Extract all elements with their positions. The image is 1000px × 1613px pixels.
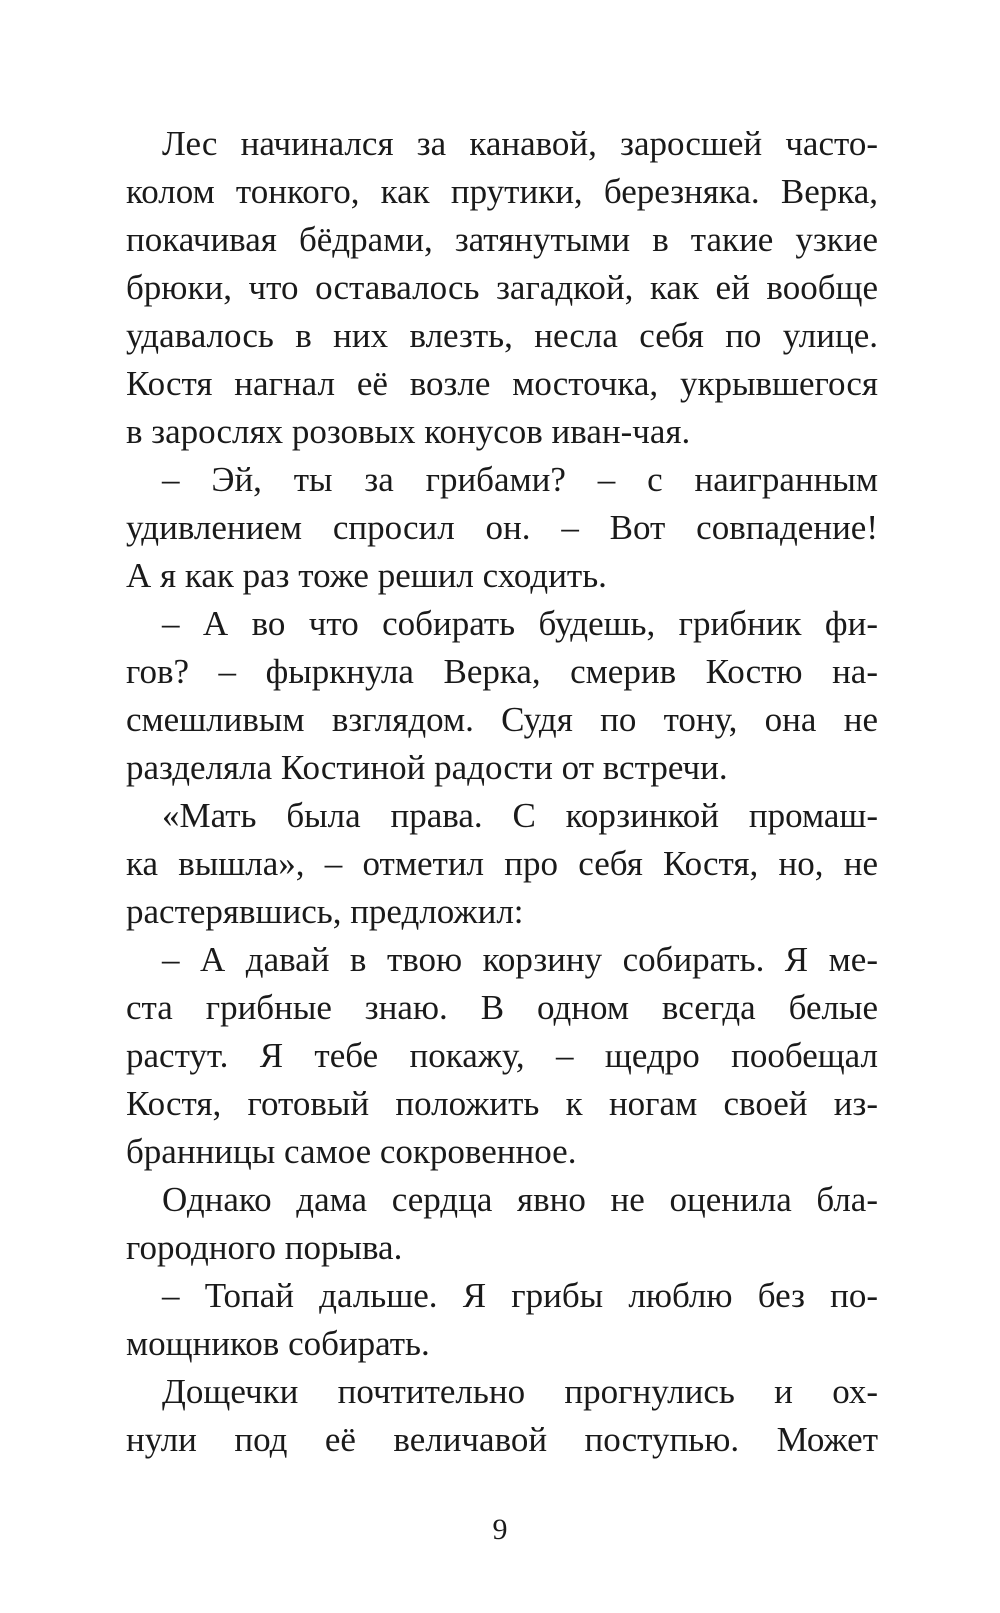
- text-line: нули под её величавой поступью. Может: [126, 1420, 878, 1459]
- text-line: Костя нагнал её возле мосточка, укрывшегося: [126, 364, 878, 403]
- text-line: ста грибные знаю. В одном всегда белые: [126, 988, 878, 1027]
- text-line: Лес начинался за канавой, заросшей часто-: [162, 124, 878, 163]
- text-line: в зарослях розовых конусов иван-чая.: [126, 412, 691, 451]
- text-line: растерявшись, предложил:: [126, 892, 524, 931]
- text-line: смешливым взглядом. Судя по тону, она не: [126, 700, 878, 739]
- text-line: – А давай в твою корзину собирать. Я ме-: [162, 940, 878, 979]
- text-line: удивлением спросил он. – Вот совпадение!: [126, 508, 878, 547]
- text-line: – Топай дальше. Я грибы люблю без по-: [162, 1276, 878, 1315]
- text-line: растут. Я тебе покажу, – щедро пообещал: [126, 1036, 878, 1075]
- text-line: бранницы самое сокровенное.: [126, 1132, 577, 1171]
- text-line: гов? – фыркнула Верка, смерив Костю на-: [126, 652, 878, 691]
- text-line: колом тонкого, как прутики, березняка. Верка,: [126, 172, 878, 211]
- text-line: ка вышла», – отметил про себя Костя, но, не: [126, 844, 878, 883]
- body-text: [126, 120, 878, 1464]
- text-line: Однако дама сердца явно не оценила бла-: [162, 1180, 878, 1219]
- text-line: – А во что собирать будешь, грибник фи-: [162, 604, 878, 643]
- text-line: брюки, что оставалось загадкой, как ей вообще: [126, 268, 878, 307]
- text-line: городного порыва.: [126, 1228, 403, 1267]
- text-line: разделяла Костиной радости от встречи.: [126, 748, 728, 787]
- text-line: мощников собирать.: [126, 1324, 430, 1363]
- text-line: удавалось в них влезть, несла себя по улице.: [126, 316, 878, 355]
- text-line: А я как раз тоже решил сходить.: [126, 556, 607, 595]
- text-line: Костя, готовый положить к ногам своей из-: [126, 1084, 878, 1123]
- page-number: 9: [492, 1513, 508, 1546]
- text-line: – Эй, ты за грибами? – с наигранным: [162, 460, 878, 499]
- text-line: покачивая бёдрами, затянутыми в такие узкие: [126, 220, 878, 259]
- text-line: «Мать была права. С корзинкой промаш-: [162, 796, 878, 835]
- text-line: Дощечки почтительно прогнулись и ох-: [162, 1372, 878, 1411]
